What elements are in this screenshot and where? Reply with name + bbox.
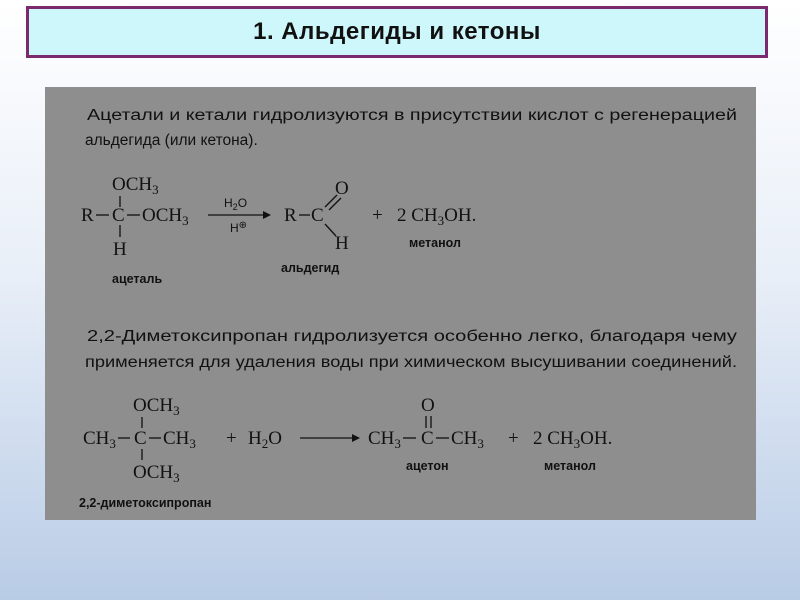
slide-title-box (26, 6, 768, 58)
dmp-och3-bottom: $OCH_3$ (133, 462, 180, 485)
aldehyde-o: O (335, 178, 349, 199)
reaction2-reactant (79, 395, 211, 510)
acetone-ch3-right: $CH_3$ (451, 428, 484, 451)
dmp-ch3-left: $CH_3$ (83, 428, 116, 451)
para1-line1: Ацетали и кетали гидролизуются в присутствии кислот с регенерацией (87, 107, 737, 124)
acetone-c: C (421, 428, 434, 449)
dmp-c: C (134, 428, 147, 449)
para1-line2: альдегида (или кетона). (85, 132, 258, 149)
reaction1-arrow (208, 196, 271, 235)
acetal-c: C (112, 205, 125, 226)
reaction1-methanol: 2 $CH_3OH$. (397, 205, 477, 228)
chemistry-figure (45, 87, 756, 520)
reaction-arrow-head (263, 211, 271, 219)
acetal-h: H (113, 239, 127, 260)
acetone-o: O (421, 395, 435, 416)
para2-line1: 2,2-Диметоксипропан гидролизуется особенно легко, благодаря чему (87, 328, 738, 345)
reaction2-water: $H_2O$ (248, 428, 282, 451)
arrow-condition-bottom: H⊕ (230, 220, 248, 235)
reaction2-methanol: 2 $CH_3OH$. (533, 428, 613, 451)
aldehyde-c: C (311, 205, 324, 226)
label-acetal: ацеталь (112, 272, 163, 286)
reaction1-aldehyde (281, 178, 349, 275)
label-methanol-1: метанол (409, 236, 461, 250)
acetal-och3-right: $OCH_3$ (142, 205, 189, 228)
slide-title: 1. Альдегиды и кетоны (253, 18, 541, 45)
reaction2-plus1: + (226, 428, 237, 449)
para2-line2: применяется для удаления воды при химическом высушивании соединений. (85, 354, 737, 371)
reaction2-arrow-head (352, 434, 360, 442)
reaction2-acetone (368, 395, 484, 473)
content-panel (45, 87, 756, 520)
label-dimethoxypropane: 2,2-диметоксипропан (79, 496, 212, 510)
acetal-och3-top: $OCH_3$ (112, 174, 159, 197)
aldehyde-r: R (284, 205, 297, 226)
acetal-r: R (81, 205, 94, 226)
arrow-condition-top: $H_2O$ (224, 196, 248, 212)
label-aldehyde: альдегид (281, 261, 340, 275)
reaction1-acetal (81, 174, 189, 286)
reaction2-plus2: + (508, 428, 519, 449)
aldehyde-h: H (335, 233, 349, 254)
dmp-och3-top: $OCH_3$ (133, 395, 180, 418)
reaction1-plus: + (372, 205, 383, 226)
dmp-ch3-right: $CH_3$ (163, 428, 196, 451)
label-methanol-2: метанол (544, 459, 596, 473)
aldehyde-double-bond-2 (329, 198, 341, 210)
acetone-ch3-left: $CH_3$ (368, 428, 401, 451)
label-acetone: ацетон (406, 459, 449, 473)
